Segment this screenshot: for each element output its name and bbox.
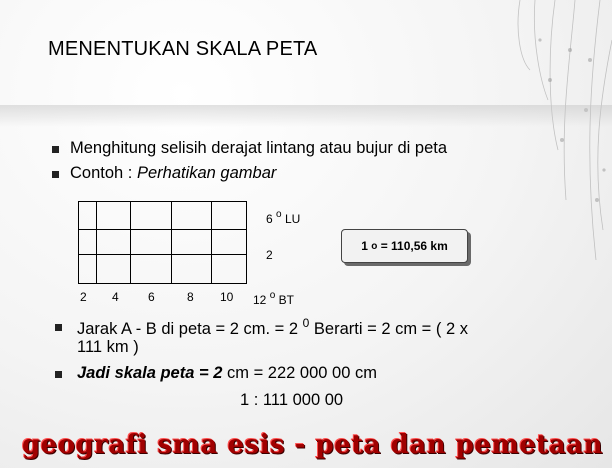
x-axis-label: 2 — [80, 290, 87, 304]
bullet-marker — [55, 324, 62, 331]
bullet-text-1: Menghitung selisih derajat lintang atau bujur di peta — [70, 139, 448, 157]
latitude-mid-label: 2 — [266, 248, 273, 262]
title-divider — [0, 105, 612, 127]
bullet-marker — [55, 371, 62, 378]
scale-result: 1 : 111 000 00 — [240, 391, 344, 409]
x-axis-label: 4 — [112, 290, 119, 304]
conversion-callout: 1 o = 110,56 km — [341, 229, 468, 263]
x-axis-label: 6 — [148, 290, 155, 304]
bullet-marker — [52, 146, 59, 153]
bullet-text-2 — [70, 164, 276, 183]
x-axis-end-label: 12 $^o$ BT — [253, 290, 294, 307]
bullet-text-2-italic: Perhatikan gambar — [136, 164, 277, 182]
bullet-text-3-line2: 111 km ) — [77, 338, 139, 356]
bullet-text-3-line1: Jarak A - B di peta = 2 cm. = 2 $^0$ Berarti = 2 cm = ( 2 x — [77, 316, 468, 338]
x-axis-label: 10 — [220, 290, 234, 304]
x-axis-label: 8 — [187, 290, 194, 304]
page-title: MENENTUKAN SKALA PETA — [48, 38, 318, 60]
bullet-marker — [52, 171, 59, 178]
bullet-text-4: Jadi skala peta = 2 cm = 222 000 00 cm — [77, 364, 377, 382]
bullet-text-2-prefix: Contoh : — [70, 164, 137, 182]
footer-banner: geografi sma esis - peta dan pemetaan — [22, 430, 604, 460]
latitude-top-label: 6 $^o$ LU — [266, 209, 301, 226]
